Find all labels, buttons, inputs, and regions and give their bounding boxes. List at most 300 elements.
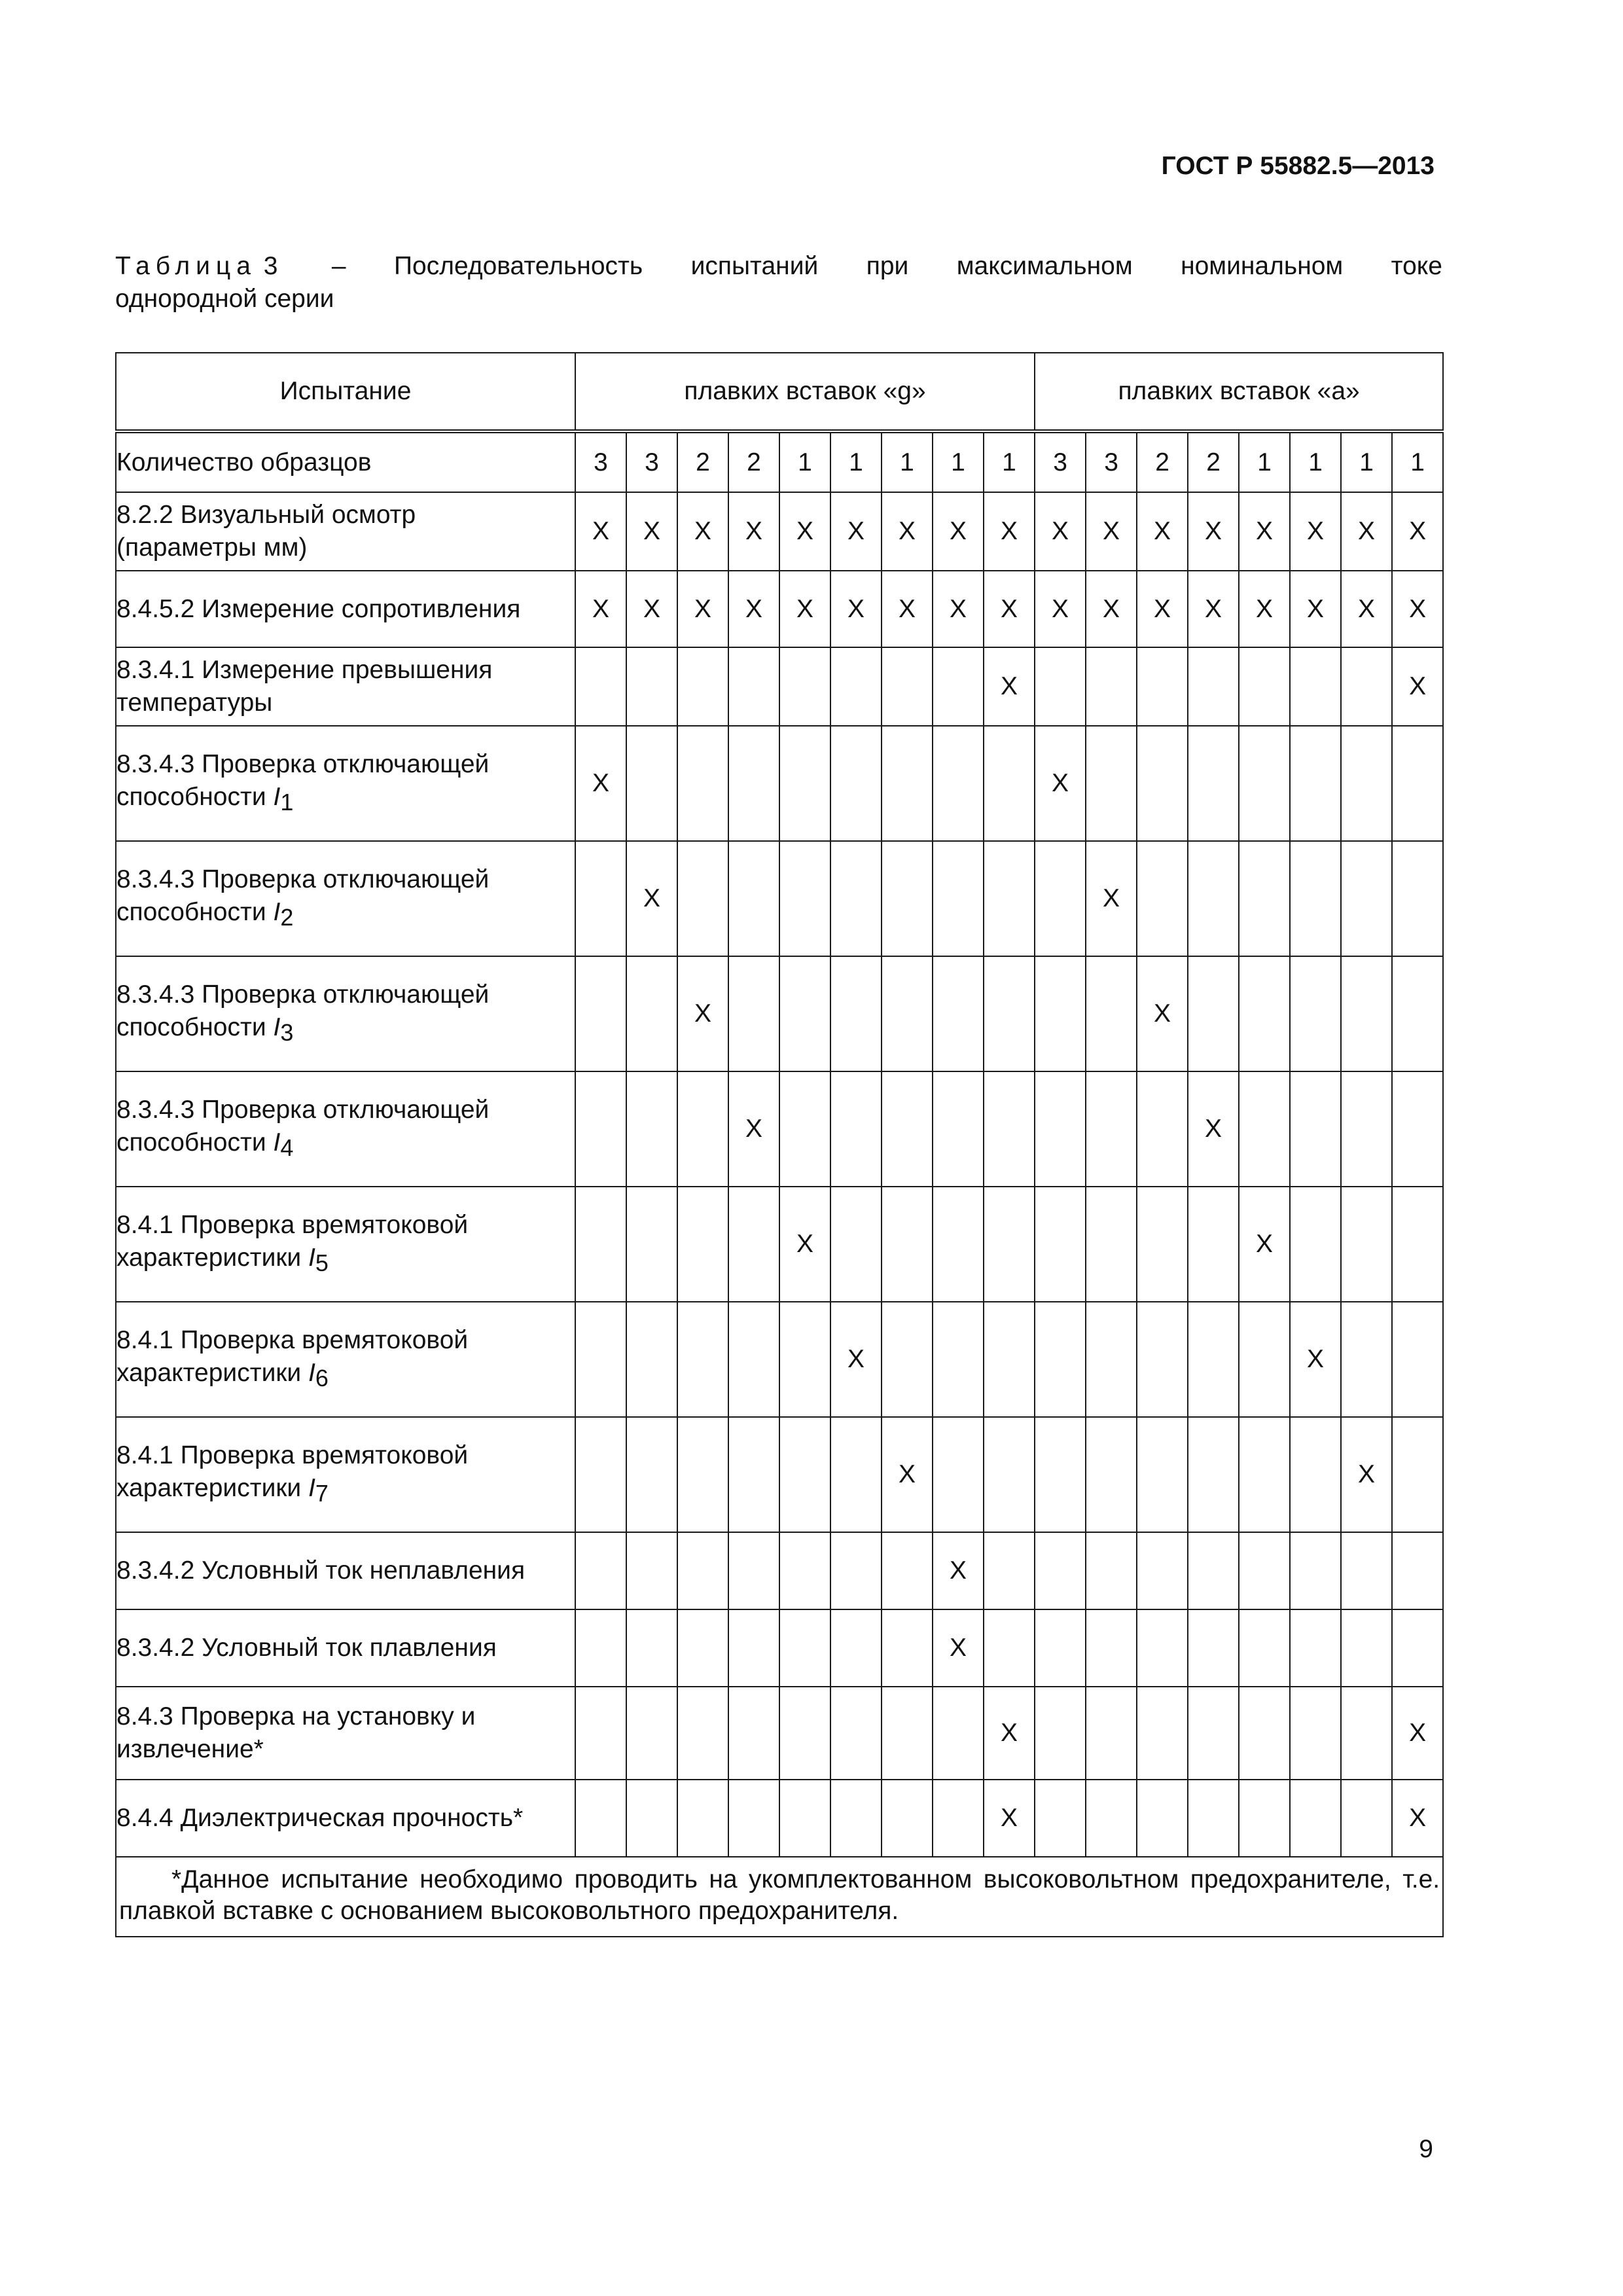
mark-cell [882,1532,933,1609]
mark-cell [728,647,779,726]
test-name [116,1187,575,1302]
current-symbol: I [273,783,281,811]
mark-cell [1188,956,1239,1071]
current-index: 7 [315,1480,329,1507]
table-row [116,1071,1443,1187]
mark-cell [1188,1687,1239,1780]
page-number: 9 [1419,2135,1433,2163]
test-name [116,1302,575,1417]
sample-count: 3 [626,431,677,492]
mark-cell [984,841,1035,956]
mark-cell [575,1687,626,1780]
mark-cell [1086,1687,1137,1780]
mark-cell: X [575,492,626,571]
test-name-line-1: 8.4.5.2 Измерение сопротивления [116,594,521,623]
mark-cell [728,1187,779,1302]
test-name-line-2: (параметры мм) [116,533,308,562]
table-row [116,1187,1443,1302]
mark-cell: X [1392,492,1443,571]
mark-cell [1290,1532,1341,1609]
mark-cell [830,647,882,726]
mark-cell: X [728,492,779,571]
sample-count: 1 [933,431,984,492]
sample-count: 3 [1035,431,1086,492]
mark-cell [575,841,626,956]
mark-cell [779,956,830,1071]
mark-cell: X [1137,492,1188,571]
mark-cell [1188,1187,1239,1302]
note-row [116,1857,1443,1937]
test-name [116,1417,575,1532]
test-name-line-1: 8.4.1 Проверка времятоковой [116,1211,469,1239]
mark-cell: X [830,492,882,571]
mark-cell: X [626,841,677,956]
mark-cell [626,1532,677,1609]
mark-cell [933,956,984,1071]
mark-cell [779,647,830,726]
mark-cell: X [830,1302,882,1417]
sample-count: 2 [1188,431,1239,492]
mark-cell [1086,1609,1137,1687]
mark-cell [1239,956,1290,1071]
mark-cell: X [575,726,626,841]
test-name [116,1609,575,1687]
current-symbol: I [308,1244,315,1272]
current-symbol: I [273,1013,281,1041]
mark-cell [1392,1417,1443,1532]
mark-cell [728,1302,779,1417]
current-index: 3 [280,1019,294,1046]
mark-cell [830,841,882,956]
mark-cell [882,647,933,726]
test-name-line-2: способности $I_2$ [116,898,294,931]
mark-cell [933,1417,984,1532]
mark-cell: X [1188,492,1239,571]
mark-cell [882,1071,933,1187]
mark-cell [1188,841,1239,956]
mark-cell [1392,1187,1443,1302]
mark-cell [1239,1417,1290,1532]
mark-cell: X [1341,492,1392,571]
mark-cell: X [1035,571,1086,647]
mark-cell [575,647,626,726]
mark-cell [1188,647,1239,726]
sample-count: 1 [1239,431,1290,492]
mark-cell [575,1417,626,1532]
mark-cell [677,1780,728,1857]
mark-cell [1188,1609,1239,1687]
sample-count: 2 [677,431,728,492]
mark-cell [1290,647,1341,726]
caption-word: токе [1391,252,1442,280]
mark-cell [626,956,677,1071]
mark-cell [984,1187,1035,1302]
test-name [116,571,575,647]
mark-cell [933,726,984,841]
mark-cell [1290,1071,1341,1187]
mark-cell [1290,1187,1341,1302]
mark-cell: X [984,1687,1035,1780]
test-name [116,1071,575,1187]
mark-cell [1086,1417,1137,1532]
test-name [116,1687,575,1780]
mark-cell [830,1532,882,1609]
sample-count: 1 [984,431,1035,492]
mark-cell [1188,1532,1239,1609]
test-name [116,1532,575,1609]
mark-cell [677,841,728,956]
current-index: 4 [280,1134,294,1161]
mark-cell [575,956,626,1071]
mark-cell [1086,956,1137,1071]
mark-cell [1188,1417,1239,1532]
mark-cell [677,1302,728,1417]
test-name [116,1780,575,1857]
table-row [116,1302,1443,1417]
table-caption [115,250,1442,315]
mark-cell [1137,1187,1188,1302]
test-name-line-2: характеристики $I_7$ [116,1474,329,1507]
sample-count: 1 [830,431,882,492]
test-name [116,956,575,1071]
mark-cell [626,647,677,726]
mark-cell [984,1302,1035,1417]
mark-cell [1239,1071,1290,1187]
mark-cell [1137,1302,1188,1417]
current-index: 2 [280,904,294,931]
mark-cell: X [626,492,677,571]
mark-cell [779,1532,830,1609]
mark-cell [1239,841,1290,956]
mark-cell: X [1137,571,1188,647]
mark-cell [1239,1780,1290,1857]
mark-cell [1086,1187,1137,1302]
table-row [116,1609,1443,1687]
caption-label [115,250,283,283]
mark-cell: X [677,492,728,571]
mark-cell [1392,1532,1443,1609]
mark-cell [1341,1780,1392,1857]
count-label: Количество образцов [116,431,575,492]
mark-cell [1086,726,1137,841]
mark-cell [728,1532,779,1609]
mark-cell [1137,726,1188,841]
mark-cell [575,1302,626,1417]
mark-cell [882,1687,933,1780]
mark-cell [1035,1687,1086,1780]
mark-cell [677,1687,728,1780]
mark-cell [677,1609,728,1687]
mark-cell [779,726,830,841]
mark-cell [1392,726,1443,841]
mark-cell [1239,647,1290,726]
mark-cell: X [1290,571,1341,647]
test-name-line-1: 8.4.3 Проверка на установку и [116,1702,476,1731]
mark-cell [933,647,984,726]
mark-cell: X [1290,1302,1341,1417]
mark-cell [882,1780,933,1857]
current-index: 1 [280,789,294,816]
mark-cell: X [677,571,728,647]
mark-cell: X [933,492,984,571]
mark-cell [677,647,728,726]
mark-cell [1035,647,1086,726]
mark-cell [882,726,933,841]
mark-cell [933,841,984,956]
caption-line-1 [115,250,1442,283]
table-row [116,1417,1443,1532]
mark-cell [728,1780,779,1857]
mark-cell [1137,1532,1188,1609]
test-name [116,841,575,956]
mark-cell [882,1609,933,1687]
sample-count: 3 [575,431,626,492]
count-row [116,431,1443,492]
mark-cell: X [984,647,1035,726]
mark-cell: X [779,492,830,571]
mark-cell [984,1071,1035,1187]
mark-cell: X [728,1071,779,1187]
table-row [116,841,1443,956]
test-name-line-1: 8.4.1 Проверка времятоковой [116,1326,469,1354]
test-name [116,726,575,841]
mark-cell: X [728,571,779,647]
caption-number: 3 [263,252,284,280]
mark-cell: X [1341,1417,1392,1532]
test-name-line-2: способности $I_3$ [116,1013,294,1046]
mark-cell [1392,1302,1443,1417]
mark-cell [984,1609,1035,1687]
mark-cell: X [1392,647,1443,726]
test-name [116,492,575,571]
mark-cell [779,1071,830,1187]
mark-cell: X [830,571,882,647]
document-code: ГОСТ Р 55882.5—2013 [1161,152,1435,180]
mark-cell [779,1417,830,1532]
test-name-line-1: 8.4.4 Диэлектрическая прочность* [116,1804,524,1832]
mark-cell [830,1187,882,1302]
test-name-line-2: характеристики $I_6$ [116,1359,329,1391]
mark-cell: X [1239,492,1290,571]
mark-cell [1035,1071,1086,1187]
mark-cell [1392,841,1443,956]
table-row [116,956,1443,1071]
caption-word-table: Таблица [115,252,257,280]
mark-cell: X [575,571,626,647]
mark-cell [1341,1532,1392,1609]
mark-cell [1137,1071,1188,1187]
test-name-line-1: 8.3.4.3 Проверка отключающей [116,980,490,1009]
mark-cell: X [933,571,984,647]
mark-cell: X [779,571,830,647]
mark-cell [933,1687,984,1780]
caption-word: Последовательность [394,252,643,280]
mark-cell [882,1302,933,1417]
mark-cell: X [984,492,1035,571]
caption-word: при [866,252,909,280]
mark-cell [1137,1417,1188,1532]
mark-cell [575,1609,626,1687]
caption-word: максимальном [956,252,1133,280]
current-symbol: I [308,1474,315,1502]
test-name-line-2: способности $I_4$ [116,1128,294,1161]
test-name-line-1: 8.3.4.3 Проверка отключающей [116,750,490,778]
table-row [116,726,1443,841]
mark-cell [626,1417,677,1532]
mark-cell: X [1239,571,1290,647]
header-group-g: плавких вставок «g» [575,353,1035,431]
mark-cell [1341,841,1392,956]
mark-cell [1290,726,1341,841]
mark-cell [1035,1532,1086,1609]
mark-cell: X [779,1187,830,1302]
mark-cell [677,1187,728,1302]
test-sequence-table [115,352,1444,1937]
mark-cell: X [1035,726,1086,841]
mark-cell [1341,726,1392,841]
mark-cell: X [984,571,1035,647]
mark-cell [830,1687,882,1780]
mark-cell [1035,1302,1086,1417]
caption-line-2: однородной серии [115,285,334,313]
mark-cell [1035,956,1086,1071]
mark-cell [882,841,933,956]
test-name-line-2: извлечение* [116,1735,264,1763]
mark-cell [626,1302,677,1417]
mark-cell [728,1417,779,1532]
mark-cell [728,1687,779,1780]
mark-cell: X [1392,1780,1443,1857]
mark-cell: X [882,571,933,647]
mark-cell: X [933,1609,984,1687]
mark-cell [779,1302,830,1417]
header-row [116,353,1443,431]
test-name-line-1: 8.2.2 Визуальный осмотр [116,501,416,529]
mark-cell [677,1071,728,1187]
mark-cell [1290,1609,1341,1687]
mark-cell [1290,1780,1341,1857]
test-name-line-1: 8.3.4.2 Условный ток плавления [116,1634,497,1662]
mark-cell [1137,1609,1188,1687]
mark-cell [1086,1071,1137,1187]
mark-cell: X [1239,1187,1290,1302]
mark-cell [1290,1417,1341,1532]
mark-cell [626,1687,677,1780]
mark-cell: X [1392,1687,1443,1780]
mark-cell [1239,1532,1290,1609]
table-row [116,1687,1443,1780]
mark-cell [728,726,779,841]
mark-cell [1035,841,1086,956]
current-symbol: I [308,1359,315,1387]
mark-cell [779,1687,830,1780]
sample-count: 2 [728,431,779,492]
mark-cell [1137,647,1188,726]
test-name-line-1: 8.3.4.3 Проверка отключающей [116,865,490,893]
mark-cell [1341,647,1392,726]
mark-cell [984,726,1035,841]
caption-word: номинальном [1181,252,1344,280]
mark-cell [984,1417,1035,1532]
mark-cell [728,841,779,956]
mark-cell [575,1071,626,1187]
mark-cell [1341,1187,1392,1302]
mark-cell [1341,1609,1392,1687]
mark-cell [1392,1609,1443,1687]
mark-cell [1239,1687,1290,1780]
mark-cell [933,1780,984,1857]
mark-cell [575,1532,626,1609]
mark-cell [984,1532,1035,1609]
mark-cell [1239,1302,1290,1417]
header-test: Испытание [116,353,575,431]
mark-cell [1188,726,1239,841]
test-name-line-1: 8.4.1 Проверка времятоковой [116,1441,469,1469]
mark-cell [1188,1302,1239,1417]
test-name-line-2: характеристики $I_5$ [116,1244,329,1276]
mark-cell [1035,1609,1086,1687]
table-row [116,647,1443,726]
sample-count: 2 [1137,431,1188,492]
current-index: 5 [315,1249,329,1276]
current-symbol: I [273,898,281,926]
mark-cell: X [984,1780,1035,1857]
current-index: 6 [315,1365,329,1391]
table-row [116,1780,1443,1857]
mark-cell [830,1417,882,1532]
current-symbol: I [273,1128,281,1157]
mark-cell [1137,841,1188,956]
caption-word: испытаний [690,252,819,280]
mark-cell: X [626,571,677,647]
test-name-line-1: 8.3.4.2 Условный ток неплавления [116,1556,526,1585]
sample-count: 3 [1086,431,1137,492]
mark-cell [1341,1071,1392,1187]
mark-cell [1341,1687,1392,1780]
sample-count: 1 [1290,431,1341,492]
table-row [116,1532,1443,1609]
mark-cell [677,1532,728,1609]
sample-count: 1 [1392,431,1443,492]
mark-cell [1290,1687,1341,1780]
test-name-line-2: температуры [116,689,273,717]
mark-cell [1086,1780,1137,1857]
mark-cell [1035,1417,1086,1532]
mark-cell: X [1086,492,1137,571]
mark-cell [830,956,882,1071]
mark-cell [933,1302,984,1417]
mark-cell: X [1137,956,1188,1071]
mark-cell [626,1071,677,1187]
test-name-line-2: способности $I_1$ [116,783,294,816]
mark-cell [1086,1302,1137,1417]
mark-cell [779,1780,830,1857]
mark-cell [933,1187,984,1302]
mark-cell [1239,726,1290,841]
mark-cell [677,1417,728,1532]
mark-cell [1341,956,1392,1071]
mark-cell [830,1780,882,1857]
table-row [116,571,1443,647]
mark-cell [1341,1302,1392,1417]
mark-cell [1290,841,1341,956]
mark-cell: X [1188,1071,1239,1187]
mark-cell [575,1187,626,1302]
mark-cell [882,1187,933,1302]
sample-count: 1 [882,431,933,492]
mark-cell [728,1609,779,1687]
mark-cell [882,956,933,1071]
